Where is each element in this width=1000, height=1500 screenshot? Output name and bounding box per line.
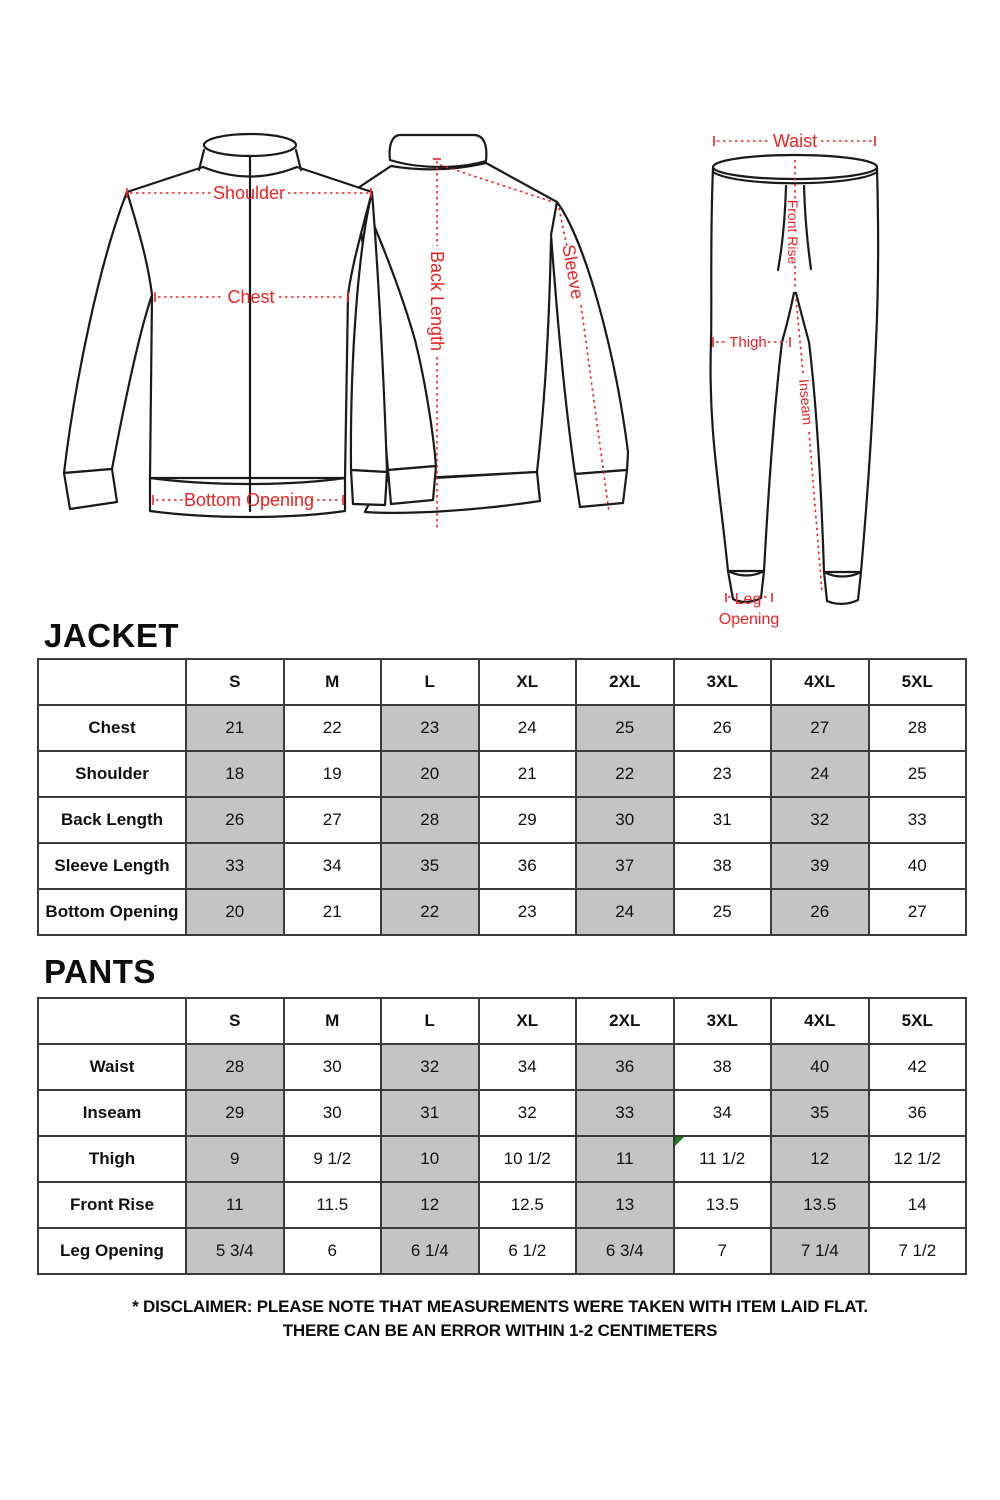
size-value-cell: 37: [576, 843, 674, 889]
size-column-header: XL: [479, 998, 577, 1044]
size-value-cell: 31: [381, 1090, 479, 1136]
size-value-cell: 39: [771, 843, 869, 889]
cell-comment-marker: [675, 1137, 684, 1146]
pants-size-table: [37, 997, 967, 1275]
size-value-cell: 30: [284, 1090, 382, 1136]
size-value-cell: 25: [869, 751, 967, 797]
size-value-cell: 11 1/2: [674, 1136, 772, 1182]
size-value-cell: 7 1/2: [869, 1228, 967, 1274]
size-column-header: S: [186, 659, 284, 705]
size-value-cell: 42: [869, 1044, 967, 1090]
bottom-opening-measure-label: Bottom Opening: [183, 490, 315, 510]
pants-section-title: PANTS: [44, 953, 156, 990]
size-value-cell: 26: [186, 797, 284, 843]
size-value-cell: 38: [674, 843, 772, 889]
measurement-row-label: Waist: [38, 1044, 186, 1090]
size-column-header: L: [381, 998, 479, 1044]
size-value-cell: 21: [479, 751, 577, 797]
size-value-cell: 32: [479, 1090, 577, 1136]
jacket-front-left-cuff: [64, 469, 117, 509]
size-value-cell: 12.5: [479, 1182, 577, 1228]
corner-cell: [38, 998, 186, 1044]
size-value-cell: 33: [576, 1090, 674, 1136]
size-value-cell: 11: [576, 1136, 674, 1182]
size-value-cell: 34: [479, 1044, 577, 1090]
measurement-row-label: Front Rise: [38, 1182, 186, 1228]
size-value-cell: 14: [869, 1182, 967, 1228]
jacket-back-left-cuff: [388, 466, 436, 504]
size-value-cell: 34: [674, 1090, 772, 1136]
measurement-row-label: Back Length: [38, 797, 186, 843]
measurement-row: [38, 797, 966, 843]
size-value-cell: 29: [186, 1090, 284, 1136]
measurement-row-label: Chest: [38, 705, 186, 751]
size-value-cell: 23: [674, 751, 772, 797]
size-column-header: M: [284, 998, 382, 1044]
size-value-cell: 12 1/2: [869, 1136, 967, 1182]
size-value-cell: 32: [771, 797, 869, 843]
size-column-header: 3XL: [674, 998, 772, 1044]
measurement-row-label: Inseam: [38, 1090, 186, 1136]
chest-measure-label: Chest: [227, 287, 275, 307]
front-rise-measure-label: Front Rise: [785, 199, 801, 265]
jacket-back-collar: [390, 135, 487, 167]
jacket-front-left-sleeve: [64, 192, 152, 473]
size-column-header: 2XL: [576, 659, 674, 705]
waist-measure-label: Waist: [772, 131, 818, 151]
size-header-row: [38, 659, 966, 705]
measurement-row-label: Thigh: [38, 1136, 186, 1182]
size-value-cell: 36: [479, 843, 577, 889]
size-value-cell: 36: [576, 1044, 674, 1090]
size-value-cell: 24: [479, 705, 577, 751]
size-value-cell: 19: [284, 751, 382, 797]
size-value-cell: 18: [186, 751, 284, 797]
thigh-measure-label: Thigh: [729, 334, 767, 351]
jacket-size-table-container: [37, 658, 967, 936]
size-value-cell: 26: [674, 705, 772, 751]
size-value-cell: 5 3/4: [186, 1228, 284, 1274]
size-value-cell: 10: [381, 1136, 479, 1182]
size-value-cell: 28: [186, 1044, 284, 1090]
size-value-cell: 32: [381, 1044, 479, 1090]
size-value-cell: 28: [869, 705, 967, 751]
size-value-cell: 12: [771, 1136, 869, 1182]
size-column-header: 4XL: [771, 998, 869, 1044]
size-value-cell: 24: [771, 751, 869, 797]
size-value-cell: 27: [284, 797, 382, 843]
size-value-cell: 24: [576, 889, 674, 935]
measurement-row-label: Leg Opening: [38, 1228, 186, 1274]
size-column-header: 5XL: [869, 998, 967, 1044]
size-value-cell: 6 1/2: [479, 1228, 577, 1274]
size-column-header: 2XL: [576, 998, 674, 1044]
jacket-back-drawing: [356, 135, 628, 513]
size-value-cell: 9 1/2: [284, 1136, 382, 1182]
size-column-header: 3XL: [674, 659, 772, 705]
size-value-cell: 11: [186, 1182, 284, 1228]
size-value-cell: 6: [284, 1228, 382, 1274]
size-value-cell: 27: [869, 889, 967, 935]
leg-opening-measure-label-line1: Leg: [734, 591, 762, 608]
pants-right-cuff: [824, 572, 861, 604]
back-length-measure-label: Back Length: [427, 250, 447, 352]
inseam-measure-label: Inseam: [796, 378, 816, 426]
size-column-header: S: [186, 998, 284, 1044]
size-value-cell: 6 1/4: [381, 1228, 479, 1274]
disclaimer-text: [0, 1295, 1000, 1343]
size-value-cell: 6 3/4: [576, 1228, 674, 1274]
size-header-row: [38, 998, 966, 1044]
size-column-header: 5XL: [869, 659, 967, 705]
measurement-row: [38, 705, 966, 751]
size-value-cell: 35: [771, 1090, 869, 1136]
size-value-cell: 25: [576, 705, 674, 751]
jacket-back-right-sleeve: [551, 202, 628, 474]
garment-measurement-diagram: [0, 0, 1000, 640]
jacket-back-right-cuff: [575, 470, 627, 507]
size-value-cell: 7 1/4: [771, 1228, 869, 1274]
size-value-cell: 25: [674, 889, 772, 935]
size-value-cell: 26: [771, 889, 869, 935]
size-value-cell: 29: [479, 797, 577, 843]
jacket-section-title: JACKET: [44, 617, 180, 654]
measurement-row: [38, 843, 966, 889]
size-value-cell: 7: [674, 1228, 772, 1274]
size-value-cell: 33: [186, 843, 284, 889]
jacket-front-collar-opening: [204, 134, 296, 156]
size-value-cell: 27: [771, 705, 869, 751]
size-value-cell: 13: [576, 1182, 674, 1228]
size-value-cell: 22: [381, 889, 479, 935]
measurement-row-label: Sleeve Length: [38, 843, 186, 889]
corner-cell: [38, 659, 186, 705]
size-value-cell: 13.5: [771, 1182, 869, 1228]
size-column-header: M: [284, 659, 382, 705]
size-column-header: 4XL: [771, 659, 869, 705]
jacket-size-table: [37, 658, 967, 936]
size-value-cell: 35: [381, 843, 479, 889]
size-value-cell: 33: [869, 797, 967, 843]
measurement-row: [38, 1136, 966, 1182]
size-value-cell: 13.5: [674, 1182, 772, 1228]
sleeve-measure-label: Sleeve: [558, 242, 588, 301]
measurement-row: [38, 751, 966, 797]
size-value-cell: 40: [771, 1044, 869, 1090]
size-value-cell: 20: [186, 889, 284, 935]
size-column-header: XL: [479, 659, 577, 705]
pants-size-table-container: [37, 997, 967, 1275]
measurement-row: [38, 1044, 966, 1090]
size-value-cell: 30: [576, 797, 674, 843]
size-value-cell: 38: [674, 1044, 772, 1090]
disclaimer-line-1: * DISCLAIMER: PLEASE NOTE THAT MEASUREMENTS WERE TAKEN WITH ITEM LAID FLAT.: [132, 1297, 868, 1316]
measurement-row: [38, 1228, 966, 1274]
size-value-cell: 23: [381, 705, 479, 751]
size-column-header: L: [381, 659, 479, 705]
size-value-cell: 31: [674, 797, 772, 843]
size-value-cell: 11.5: [284, 1182, 382, 1228]
jacket-front-right-cuff: [351, 470, 387, 505]
size-value-cell: 28: [381, 797, 479, 843]
size-value-cell: 21: [186, 705, 284, 751]
size-value-cell: 30: [284, 1044, 382, 1090]
size-value-cell: 10 1/2: [479, 1136, 577, 1182]
shoulder-measure-label: Shoulder: [212, 183, 286, 203]
size-value-cell: 36: [869, 1090, 967, 1136]
size-value-cell: 23: [479, 889, 577, 935]
disclaimer-line-2: THERE CAN BE AN ERROR WITHIN 1-2 CENTIMETERS: [282, 1321, 718, 1340]
size-value-cell: 22: [284, 705, 382, 751]
size-value-cell: 22: [576, 751, 674, 797]
size-value-cell: 12: [381, 1182, 479, 1228]
measurement-row-label: Bottom Opening: [38, 889, 186, 935]
measurement-row: [38, 889, 966, 935]
measurement-row: [38, 1090, 966, 1136]
size-value-cell: 40: [869, 843, 967, 889]
size-value-cell: 9: [186, 1136, 284, 1182]
size-value-cell: 21: [284, 889, 382, 935]
measurement-row-label: Shoulder: [38, 751, 186, 797]
size-value-cell: 34: [284, 843, 382, 889]
measurement-row: [38, 1182, 966, 1228]
size-value-cell: 20: [381, 751, 479, 797]
leg-opening-measure-label-line2: Opening: [718, 611, 780, 628]
